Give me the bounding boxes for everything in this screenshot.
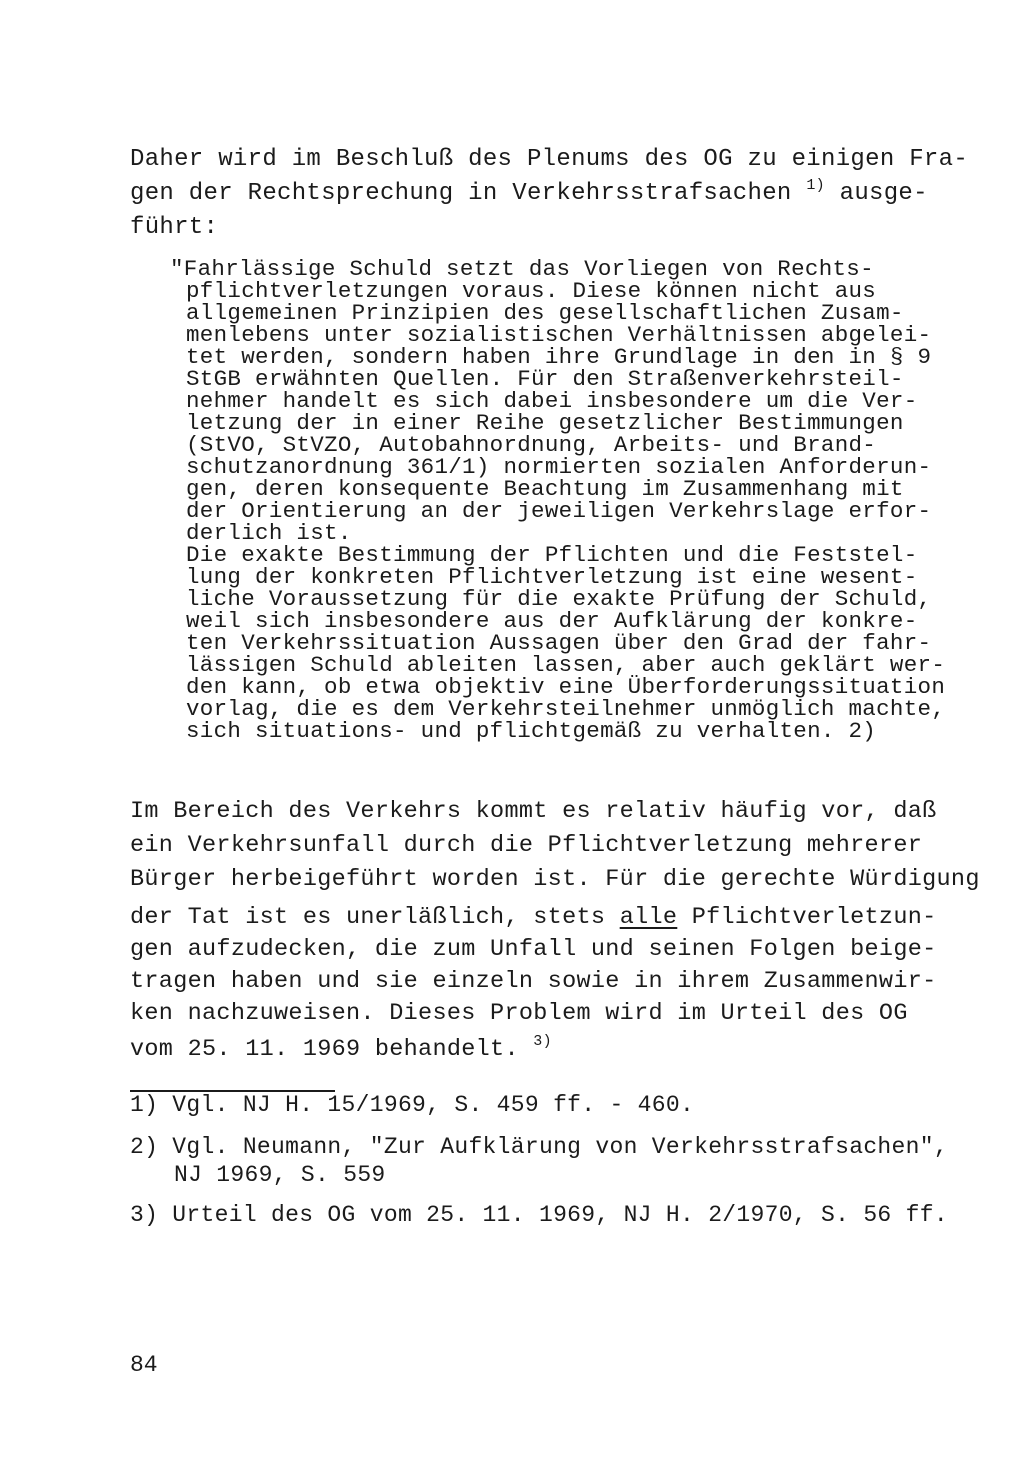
quote-line: "Fahrlässige Schuld setzt das Vorliegen von Rechts- xyxy=(170,256,874,282)
paragraph-1-line-2-text-a: gen der Rechtsprechung in Verkehrsstrafsachen xyxy=(130,180,807,207)
paragraph-2-line-4-text-a: der Tat ist es unerläßlich, stets xyxy=(130,904,620,931)
quote-line: pflichtverletzungen voraus. Diese können nicht aus xyxy=(186,278,877,304)
quote-line: nehmer handelt es sich dabei insbesondere um die Ver- xyxy=(186,388,918,414)
quote-line: schutzanordnung 361/1) normierten sozialen Anforderun- xyxy=(186,454,932,480)
quote-line: weil sich insbesondere aus der Aufklärung der konkre- xyxy=(186,608,918,634)
quote-line: Die exakte Bestimmung der Pflichten und die Feststel- xyxy=(186,542,918,568)
paragraph-2-line-2: ein Verkehrsunfall durch die Pflichtverletzung mehrerer xyxy=(130,832,923,859)
quote-line: StGB erwähnten Quellen. Für den Straßenverkehrsteil- xyxy=(186,366,904,392)
paragraph-2-line-1: Im Bereich des Verkehrs kommt es relativ häufig vor, daß xyxy=(130,798,937,825)
quote-line: gen, deren konsequente Beachtung im Zusammenhang mit xyxy=(186,476,904,502)
paragraph-2-line-5: gen aufzudecken, die zum Unfall und seinen Folgen beige- xyxy=(130,936,937,963)
footnote-marker-1: 1) xyxy=(806,177,825,194)
footnote-1: 1) Vgl. NJ H. 15/1969, S. 459 ff. - 460. xyxy=(130,1092,695,1118)
paragraph-2-line-8-text: vom 25. 11. 1969 behandelt. xyxy=(130,1036,534,1063)
quote-line: lung der konkreten Pflichtverletzung ist eine wesent- xyxy=(186,564,918,590)
quote-line: liche Voraussetzung für die exakte Prüfung der Schuld, xyxy=(186,586,932,612)
quote-line: derlich ist. xyxy=(186,520,352,546)
footnote-marker-3: 3) xyxy=(533,1033,552,1050)
quote-line: letzung der in einer Reihe gesetzlicher Bestimmungen xyxy=(186,410,904,436)
paragraph-1-line-2-text-b: ausge- xyxy=(824,180,928,207)
quote-line: menlebens unter sozialistischen Verhältnissen abgelei- xyxy=(186,322,932,348)
page-number: 84 xyxy=(130,1352,158,1378)
emphasis-underlined: alle xyxy=(619,904,678,931)
paragraph-2-line-3: Bürger herbeigeführt worden ist. Für die gerechte Würdigung xyxy=(130,866,980,893)
quote-line: tet werden, sondern haben ihre Grundlage in den in § 9 xyxy=(186,344,932,370)
paragraph-1-line-1: Daher wird im Beschluß des Plenums des OG zu einigen Fra- xyxy=(130,146,969,173)
quote-line: den kann, ob etwa objektiv eine Überforderungssituation xyxy=(186,674,946,700)
quote-line: ten Verkehrssituation Aussagen über den Grad der fahr- xyxy=(186,630,932,656)
paragraph-2-line-6: tragen haben und sie einzeln sowie in ihrem Zusammenwir- xyxy=(130,968,937,995)
paragraph-2-line-8 xyxy=(130,1033,552,1063)
quote-line: (StVO, StVZO, Autobahnordnung, Arbeits- und Brand- xyxy=(186,432,877,458)
paragraph-1-line-3: führt: xyxy=(130,214,219,241)
footnote-3: 3) Urteil des OG vom 25. 11. 1969, NJ H. 2/1970, S. 56 ff. xyxy=(130,1202,948,1228)
quote-line: allgemeinen Prinzipien des gesellschaftlichen Zusam- xyxy=(186,300,904,326)
quote-line: der Orientierung an der jeweiligen Verkehrslage erfor- xyxy=(186,498,932,524)
paragraph-2-line-4-text-b: Pflichtverletzun- xyxy=(677,904,937,931)
paragraph-2-line-4 xyxy=(130,904,937,931)
quote-line: vorlag, die es dem Verkehrsteilnehmer unmöglich machte, xyxy=(186,696,946,722)
quote-line: sich situations- und pflichtgemäß zu verhalten. 2) xyxy=(186,718,877,744)
footnote-2-line-2: NJ 1969, S. 559 xyxy=(174,1162,386,1188)
paragraph-2-line-7: ken nachzuweisen. Dieses Problem wird im Urteil des OG xyxy=(130,1000,908,1027)
quote-line: lässigen Schuld ableiten lassen, aber auch geklärt wer- xyxy=(186,652,946,678)
paragraph-1-line-2 xyxy=(130,177,928,207)
footnote-2-line-1: 2) Vgl. Neumann, "Zur Aufklärung von Verkehrsstrafsachen", xyxy=(130,1134,948,1160)
